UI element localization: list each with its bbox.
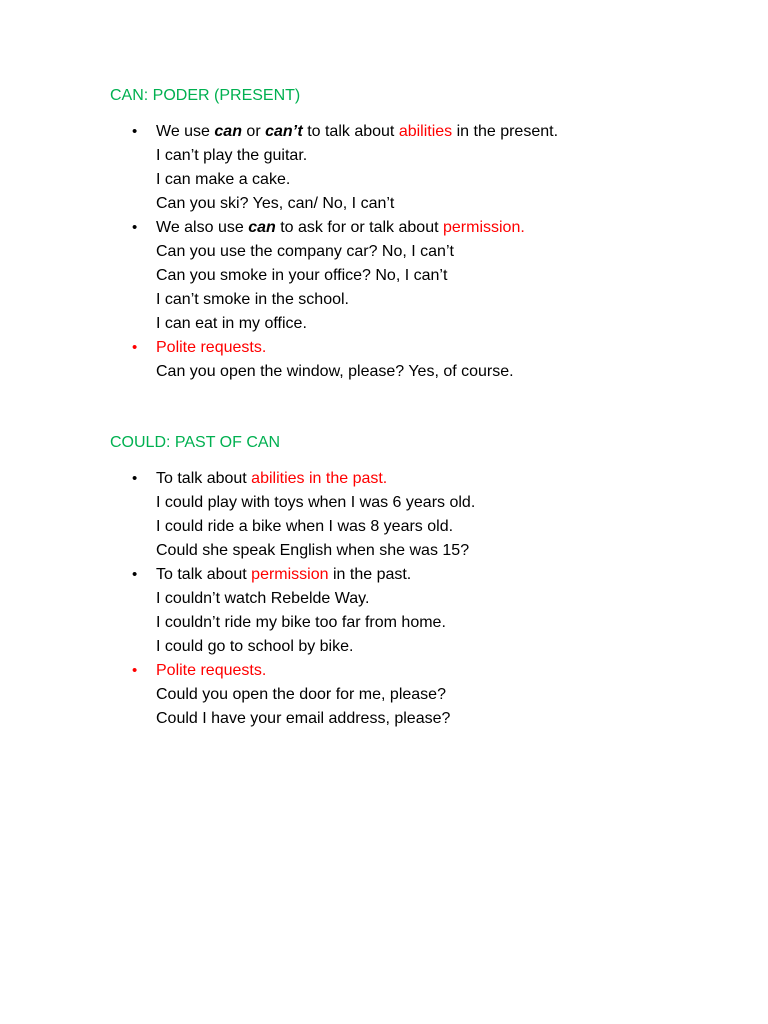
body-text: in the past. (328, 566, 412, 583)
body-text: Could I have your email address, please? (156, 710, 451, 727)
list-item (132, 120, 752, 216)
body-text: We use (156, 123, 215, 140)
example-line (156, 683, 752, 707)
example-line (156, 264, 752, 288)
example-line (156, 168, 752, 192)
section-heading-could: COULD: PAST OF CAN (110, 434, 281, 451)
bullet-icon: • (132, 123, 138, 140)
example-line (156, 312, 752, 336)
example-line (156, 288, 752, 312)
body-text: I could ride a bike when I was 8 years old. (156, 518, 454, 535)
example-line (156, 144, 752, 168)
example-line (156, 192, 752, 216)
bullet-icon: • (132, 566, 138, 583)
body-text: Can you open the window, please? Yes, of course. (156, 363, 514, 380)
body-text: or (241, 123, 266, 140)
body-text: To talk about (156, 470, 252, 487)
body-text: I couldn’t ride my bike too far from home. (156, 614, 446, 631)
highlight-text: abilities (398, 123, 453, 140)
item-lead-line (156, 336, 752, 360)
example-line (156, 240, 752, 264)
example-line (156, 587, 752, 611)
body-text: I could go to school by bike. (156, 638, 354, 655)
bullet-icon: • (132, 219, 138, 236)
highlight-text: Polite requests. (156, 339, 267, 356)
item-lead-line (156, 563, 752, 587)
list-item (132, 336, 752, 384)
section-list-can (132, 120, 752, 384)
body-text: Could she speak English when she was 15? (156, 542, 470, 559)
item-lead-line (156, 120, 752, 144)
body-text: I can eat in my office. (156, 315, 307, 332)
example-line (156, 635, 752, 659)
item-lead-line (156, 467, 752, 491)
example-line (156, 515, 752, 539)
list-item (132, 659, 752, 731)
body-text: to ask for or talk about (275, 219, 443, 236)
body-text: in the present. (452, 123, 559, 140)
section-list-could (132, 467, 752, 731)
example-line (156, 611, 752, 635)
body-text: I can’t smoke in the school. (156, 291, 349, 308)
body-text: Can you smoke in your office? No, I can’t (156, 267, 448, 284)
body-text: Can you ski? Yes, can/ No, I can’t (156, 195, 395, 212)
highlight-text: permission (251, 566, 329, 583)
bullet-icon: • (132, 470, 138, 487)
example-line (156, 360, 752, 384)
bullet-icon: • (132, 339, 138, 356)
highlight-text: permission. (442, 219, 525, 236)
highlight-text: abilities in the past. (251, 470, 388, 487)
body-text: I can make a cake. (156, 171, 291, 188)
highlight-text: Polite requests. (156, 662, 267, 679)
item-lead-line (156, 216, 752, 240)
list-item (132, 216, 752, 336)
body-text: I could play with toys when I was 6 years old. (156, 494, 476, 511)
item-lead-line (156, 659, 752, 683)
emphasis-text: can (248, 219, 276, 236)
section-heading-can: CAN: PODER (PRESENT) (110, 87, 301, 104)
body-text: To talk about (156, 566, 252, 583)
body-text: Can you use the company car? No, I can’t (156, 243, 454, 260)
body-text: Could you open the door for me, please? (156, 686, 446, 703)
emphasis-text: can (214, 123, 242, 140)
body-text: I can’t play the guitar. (156, 147, 308, 164)
example-line (156, 491, 752, 515)
example-line (156, 539, 752, 563)
body-text: to talk about (302, 123, 399, 140)
example-line (156, 707, 752, 731)
bullet-icon: • (132, 662, 138, 679)
body-text: I couldn’t watch Rebelde Way. (156, 590, 370, 607)
body-text: We also use (156, 219, 249, 236)
list-item (132, 563, 752, 659)
emphasis-text: can’t (265, 123, 303, 140)
list-item (132, 467, 752, 563)
